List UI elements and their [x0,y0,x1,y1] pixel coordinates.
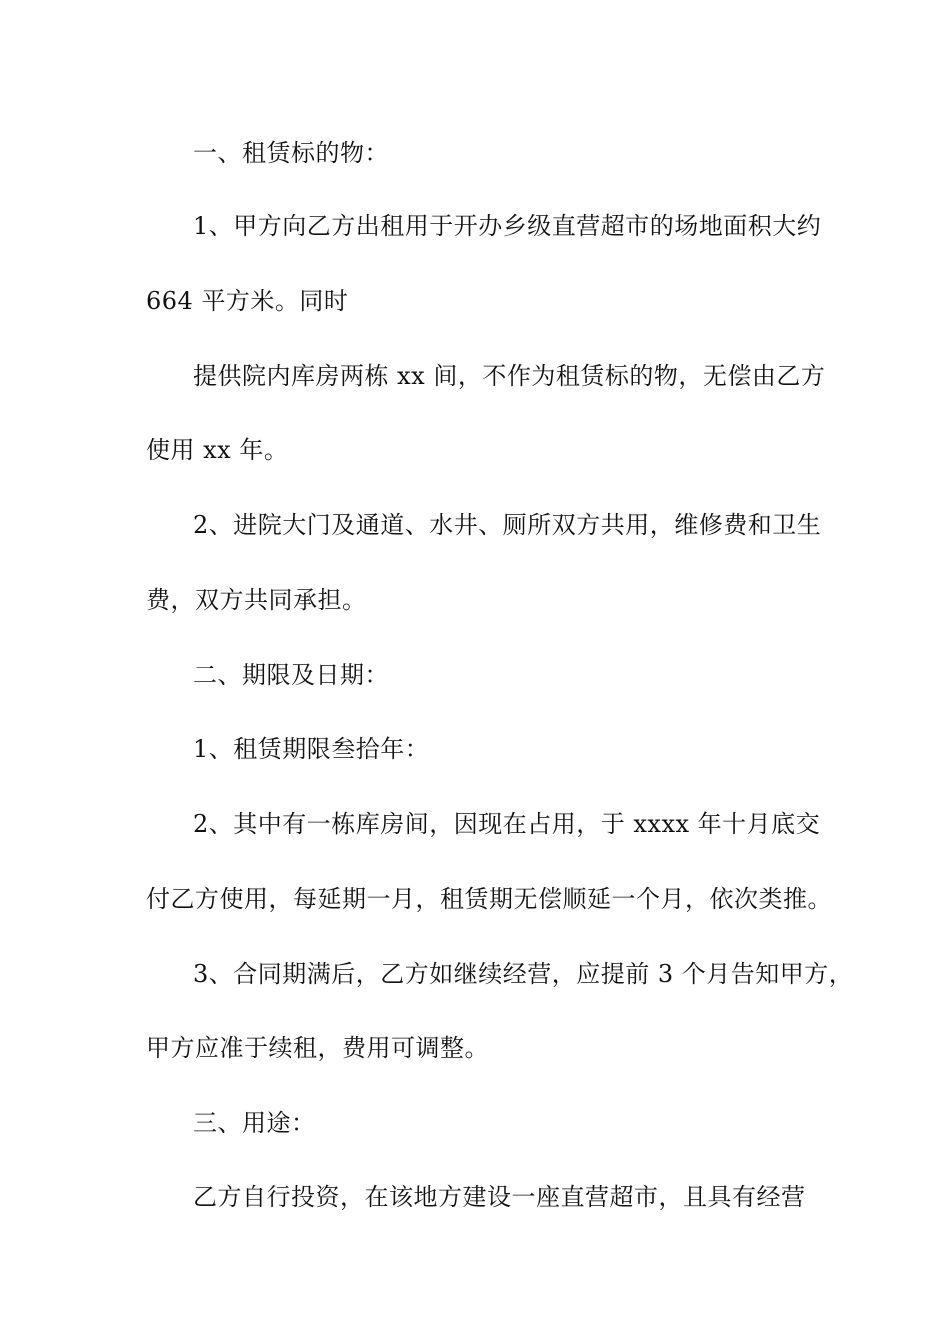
paragraph-line: 提供院内库房两栋 xx 间，不作为租赁标的物，无偿由乙方 [193,362,826,390]
section-heading-2: 二、期限及日期： [193,661,389,689]
paragraph-line: 甲方应准于续租，费用可调整。 [146,1034,489,1062]
paragraph-line: 费，双方共同承担。 [146,586,367,614]
paragraph-line: 664 平方米。同时 [146,287,349,315]
section-heading-1: 一、租赁标的物： [193,139,389,167]
paragraph-line: 1、甲方向乙方出租用于开办乡级直营超市的场地面积大约 [193,212,822,240]
paragraph-line: 使用 xx 年。 [146,436,289,464]
paragraph-line: 3、合同期满后，乙方如继续经营，应提前 3 个月告知甲方， [193,960,854,988]
section-heading-3: 三、用途： [193,1109,316,1137]
paragraph-line: 付乙方使用，每延期一月，租赁期无偿顺延一个月，依次类推。 [146,885,832,913]
paragraph-line: 1、租赁期限叁拾年： [193,735,430,763]
paragraph-line: 2、进院大门及通道、水井、厕所双方共用，维修费和卫生 [193,511,822,539]
paragraph-line: 乙方自行投资，在该地方建设一座直营超市，且具有经营 [193,1183,806,1211]
paragraph-line: 2、其中有一栋库房间，因现在占用，于 xxxx 年十月底交 [193,810,821,838]
